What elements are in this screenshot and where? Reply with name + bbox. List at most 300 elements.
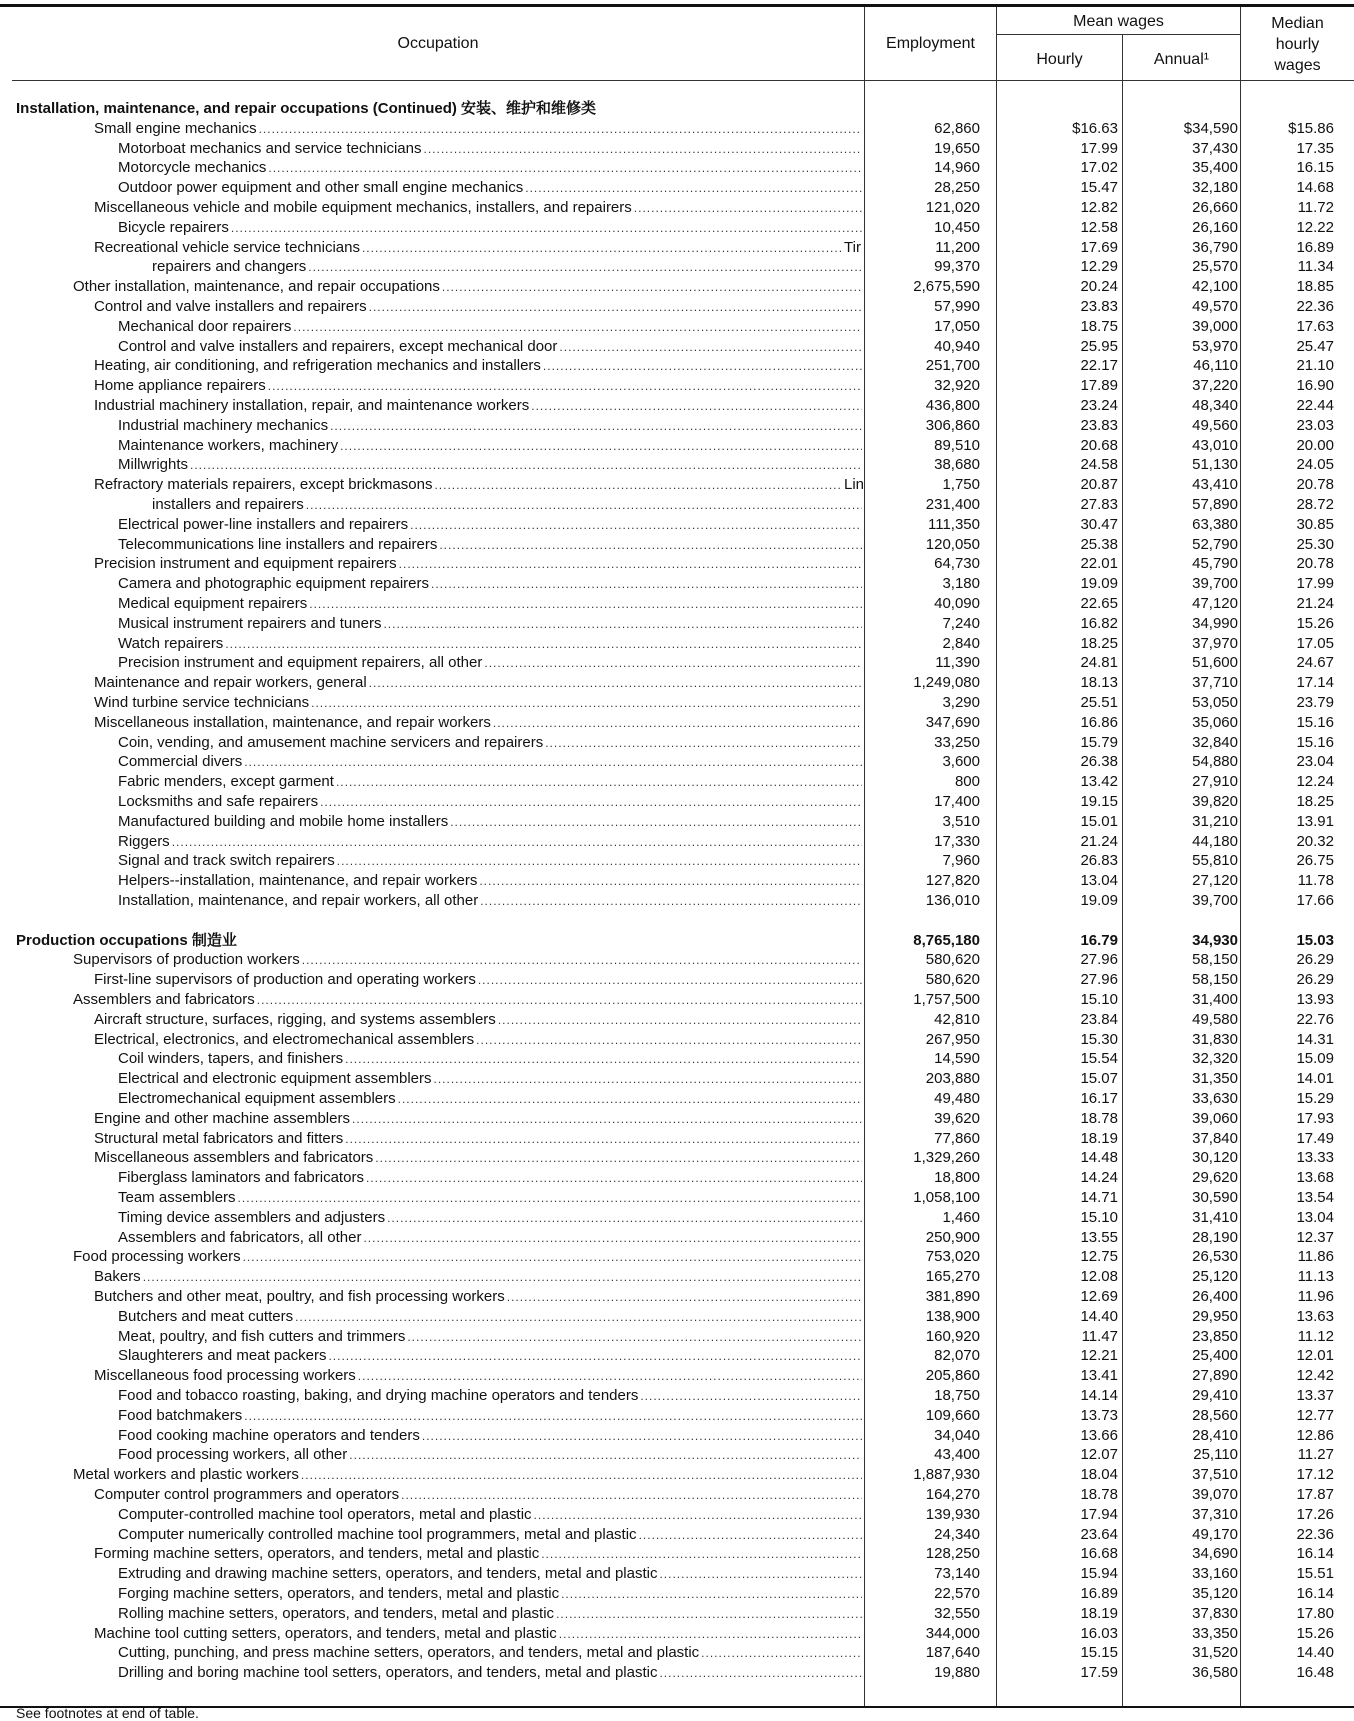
median-cell: 11.34 — [1297, 258, 1334, 276]
occupation-name: Mechanical door repairers — [118, 317, 292, 335]
annual-cell: 30,120 — [1192, 1149, 1238, 1167]
table-row — [0, 970, 1354, 990]
occupation-name: Structural metal fabricators and fitters — [94, 1129, 344, 1147]
median-cell: 17.80 — [1296, 1604, 1334, 1622]
occupation-cell — [94, 1030, 862, 1050]
annual-cell: 58,150 — [1192, 951, 1238, 969]
annual-cell: 33,350 — [1192, 1624, 1238, 1642]
dot-leader — [556, 1605, 862, 1624]
occupation-name: Fabric menders, except garment — [118, 773, 334, 791]
dot-leader — [328, 1347, 862, 1366]
median-cell: 11.13 — [1297, 1268, 1334, 1286]
median-cell: 12.37 — [1296, 1228, 1334, 1246]
employment-cell: 17,400 — [934, 793, 980, 810]
median-cell: 17.14 — [1296, 674, 1334, 692]
employment-cell: 3,600 — [942, 753, 980, 771]
employment-cell: 1,329,260 — [913, 1149, 980, 1167]
occupation-cell — [118, 158, 862, 178]
table-row — [0, 1109, 1354, 1129]
annual-cell: 26,400 — [1192, 1288, 1238, 1305]
median-cell: 26.29 — [1296, 951, 1334, 969]
dot-leader — [561, 1585, 862, 1604]
occupation-cell — [94, 1010, 862, 1030]
hourly-cell: 12.58 — [1080, 218, 1118, 236]
hourly-cell: 12.21 — [1080, 1347, 1118, 1365]
hourly-cell: 18.19 — [1080, 1129, 1118, 1147]
median-cell: 15.16 — [1296, 713, 1334, 731]
employment-cell: 18,750 — [934, 1387, 980, 1404]
hourly-cell: 20.87 — [1080, 476, 1118, 494]
occupation-name: Helpers--installation, maintenance, and repair workers — [118, 872, 478, 890]
header-median — [1241, 13, 1354, 76]
hourly-cell: 16.89 — [1080, 1585, 1118, 1602]
occupation-cell — [94, 376, 862, 396]
table-row — [0, 1247, 1354, 1267]
occupation-name: Other installation, maintenance, and repair occupations — [73, 278, 440, 296]
occupation-name: Riggers — [118, 832, 170, 850]
occupation-name: Control and valve installers and repairers — [94, 298, 367, 315]
employment-cell: 49,480 — [934, 1090, 980, 1107]
annual-cell: 31,210 — [1192, 812, 1238, 830]
table-row — [0, 1129, 1354, 1149]
annual-cell: 31,400 — [1192, 991, 1238, 1008]
median-cell: 22.36 — [1296, 298, 1334, 315]
employment-cell: 160,920 — [925, 1327, 980, 1345]
employment-cell: 73,140 — [934, 1565, 980, 1583]
occupation-cell — [94, 1267, 862, 1287]
annual-cell: 37,510 — [1192, 1466, 1238, 1484]
employment-cell: 138,900 — [925, 1307, 980, 1325]
section-row — [0, 931, 1354, 951]
median-cell: 20.78 — [1296, 476, 1334, 494]
median-cell: 15.51 — [1296, 1565, 1334, 1583]
occupation-name: Electromechanical equipment assemblers — [118, 1090, 396, 1107]
employment-cell: 1,757,500 — [913, 991, 980, 1008]
median-cell: 11.12 — [1297, 1327, 1334, 1345]
occupation-name: Cutting, punching, and press machine setters, operators, and tenders, metal and plastic — [118, 1644, 700, 1662]
employment-cell: 11,390 — [935, 654, 980, 672]
employment-cell: 43,400 — [934, 1446, 980, 1464]
dot-leader — [640, 1387, 862, 1406]
hourly-cell: 20.24 — [1080, 278, 1118, 296]
annual-cell: 31,350 — [1192, 1070, 1238, 1088]
table-row — [0, 1366, 1354, 1386]
dot-leader — [362, 239, 842, 258]
median-cell: 13.91 — [1296, 812, 1334, 830]
annual-cell: 39,060 — [1192, 1109, 1238, 1127]
table-row — [0, 198, 1354, 218]
table-row — [0, 317, 1354, 337]
occupation-name: Aircraft structure, surfaces, rigging, and systems assemblers — [94, 1010, 496, 1028]
dot-leader — [143, 1268, 862, 1287]
median-cell: 17.05 — [1296, 634, 1334, 652]
occupation-cell — [94, 1485, 862, 1505]
median-cell: 14.40 — [1296, 1644, 1334, 1662]
median-cell: 11.96 — [1297, 1288, 1334, 1305]
table-row — [0, 832, 1354, 852]
hourly-cell: 15.30 — [1080, 1030, 1118, 1048]
dot-leader — [268, 159, 862, 178]
annual-cell: 43,410 — [1192, 476, 1238, 494]
employment-cell: 109,660 — [925, 1406, 980, 1424]
employment-cell: 136,010 — [925, 892, 980, 909]
employment-cell: 7,960 — [942, 852, 980, 870]
median-cell: 23.79 — [1296, 694, 1334, 711]
occupation-name: Assemblers and fabricators — [73, 991, 255, 1008]
occupation-cell — [118, 634, 862, 654]
table-row — [0, 752, 1354, 772]
header-rule — [12, 80, 1354, 81]
hourly-cell: 17.02 — [1080, 159, 1118, 177]
employment-cell: 128,250 — [925, 1545, 980, 1563]
hourly-cell: 17.69 — [1080, 238, 1118, 256]
hourly-cell: 13.66 — [1080, 1426, 1118, 1444]
table-row — [0, 614, 1354, 634]
occupation-name: Extruding and drawing machine setters, operators, and tenders, metal and plastic — [118, 1565, 658, 1583]
annual-cell: 43,010 — [1192, 436, 1238, 454]
dot-leader — [369, 298, 862, 317]
dot-leader — [306, 496, 862, 515]
hourly-cell: 14.71 — [1080, 1189, 1118, 1206]
occupation-name: Miscellaneous vehicle and mobile equipment mechanics, installers, and repairers — [94, 199, 632, 216]
hourly-cell: 12.08 — [1080, 1268, 1118, 1286]
dot-leader — [172, 833, 862, 852]
occupation-cell — [94, 396, 862, 416]
employment-cell: 42,810 — [934, 1010, 980, 1028]
employment-cell: 1,249,080 — [913, 674, 980, 692]
hourly-cell: 18.75 — [1080, 317, 1118, 335]
occupation-cell — [94, 673, 862, 693]
table-row — [0, 1030, 1354, 1050]
annual-cell: 25,400 — [1192, 1347, 1238, 1365]
occupation-name: Recreational vehicle service technicians — [94, 238, 360, 256]
hourly-cell: 24.81 — [1080, 654, 1118, 672]
table-row — [0, 1604, 1354, 1624]
median-cell: 16.48 — [1296, 1664, 1334, 1682]
table-row — [0, 495, 1354, 515]
occupation-cell — [16, 99, 862, 119]
annual-cell: 51,130 — [1192, 456, 1238, 474]
occupation-cell — [118, 1564, 862, 1584]
median-cell: 12.77 — [1296, 1406, 1334, 1424]
occupation-cell — [118, 733, 862, 753]
occupation-name: Rolling machine setters, operators, and tenders, metal and plastic — [118, 1604, 555, 1622]
annual-cell: 30,590 — [1192, 1189, 1238, 1206]
employment-cell: 267,950 — [925, 1030, 980, 1048]
median-cell: 17.87 — [1296, 1486, 1334, 1503]
median-cell: 28.72 — [1296, 496, 1334, 513]
employment-cell: 77,860 — [934, 1129, 980, 1147]
table-row — [0, 1485, 1354, 1505]
median-cell: 21.24 — [1296, 595, 1334, 612]
annual-cell: 53,970 — [1192, 337, 1238, 355]
occupation-cell — [118, 1089, 862, 1109]
occupation-cell — [118, 1505, 862, 1525]
median-cell: 20.78 — [1296, 555, 1334, 573]
occupation-name: Computer control programmers and operators — [94, 1486, 400, 1503]
employment-cell: 1,750 — [942, 476, 980, 494]
annual-cell: 63,380 — [1192, 515, 1238, 533]
employment-cell: 753,020 — [925, 1248, 980, 1266]
occupation-cell — [94, 713, 862, 733]
occupation-name: Butchers and other meat, poultry, and fish processing workers — [94, 1288, 505, 1305]
dot-leader — [431, 575, 862, 594]
annual-cell: 39,820 — [1192, 793, 1238, 810]
annual-cell: 37,970 — [1192, 634, 1238, 652]
occupation-cell — [94, 297, 862, 317]
footnote: See footnotes at end of table. — [16, 1705, 199, 1721]
dot-leader — [534, 1506, 862, 1525]
occupation-name: Drilling and boring machine tool setters, operators, and tenders, metal and plastic — [118, 1664, 658, 1682]
hourly-cell: 18.25 — [1080, 634, 1118, 652]
median-cell: 14.01 — [1296, 1070, 1334, 1088]
dot-leader — [243, 1248, 862, 1267]
occupation-name: Millwrights — [118, 456, 189, 474]
median-cell: 14.31 — [1296, 1030, 1334, 1048]
employment-cell: 347,690 — [925, 713, 980, 731]
median-cell: 11.72 — [1297, 199, 1334, 216]
dot-leader — [225, 635, 862, 654]
dot-leader — [639, 1526, 862, 1545]
median-cell: 11.78 — [1297, 872, 1334, 890]
occupation-name: Industrial machinery installation, repair, and maintenance workers — [94, 397, 530, 414]
occupation-cell — [118, 515, 862, 535]
dot-leader — [244, 753, 862, 772]
occupation-cell — [118, 1584, 862, 1604]
dot-leader — [478, 971, 862, 990]
dot-leader — [387, 1209, 862, 1228]
hourly-cell: 22.01 — [1080, 555, 1118, 573]
annual-cell: 39,700 — [1192, 892, 1238, 909]
annual-cell: 29,620 — [1192, 1169, 1238, 1187]
occupation-cell — [94, 198, 862, 218]
occupation-cell — [152, 495, 862, 515]
annual-cell: 34,990 — [1192, 614, 1238, 632]
employment-cell: 306,860 — [925, 416, 980, 434]
annual-cell: 37,310 — [1192, 1505, 1238, 1523]
table-row — [0, 634, 1354, 654]
median-cell: 13.68 — [1296, 1169, 1334, 1187]
median-cell: 16.15 — [1296, 159, 1334, 177]
table-row — [0, 218, 1354, 238]
occupation-name: Medical equipment repairers — [118, 595, 308, 612]
dot-leader — [439, 536, 862, 555]
hourly-cell: $16.63 — [1072, 119, 1118, 137]
dot-leader — [545, 734, 862, 753]
overflow-fragment: Lin — [844, 476, 864, 494]
hourly-cell: 23.24 — [1080, 397, 1118, 414]
hourly-cell: 15.07 — [1080, 1070, 1118, 1088]
header-occupation: Occupation — [397, 35, 479, 52]
annual-cell: 47,120 — [1192, 595, 1238, 612]
annual-cell: 36,790 — [1192, 238, 1238, 256]
table-row — [0, 1426, 1354, 1446]
dot-leader — [442, 278, 862, 297]
employment-cell: 62,860 — [934, 119, 980, 137]
median-cell: 30.85 — [1296, 515, 1334, 533]
occupation-name: Forging machine setters, operators, and tenders, metal and plastic — [118, 1585, 560, 1602]
table-row — [0, 772, 1354, 792]
median-cell: 20.32 — [1296, 832, 1334, 850]
occupation-name: Miscellaneous food processing workers — [94, 1367, 356, 1385]
median-cell: 13.04 — [1296, 1208, 1334, 1226]
occupation-name: Bakers — [94, 1268, 141, 1286]
table-row — [0, 416, 1354, 436]
dot-leader — [336, 773, 862, 792]
table-row — [0, 119, 1354, 139]
table-row — [0, 1624, 1354, 1644]
occupation-cell — [118, 1188, 862, 1208]
table-row — [0, 673, 1354, 693]
employment-cell: 1,058,100 — [913, 1189, 980, 1206]
employment-cell: 64,730 — [934, 555, 980, 573]
occupation-name: Miscellaneous assemblers and fabricators — [94, 1149, 374, 1167]
employment-cell: 344,000 — [925, 1624, 980, 1642]
occupation-cell — [118, 455, 862, 475]
employment-cell: 10,450 — [934, 218, 980, 236]
annual-cell: 39,700 — [1192, 575, 1238, 593]
table-row — [0, 515, 1354, 535]
dot-leader — [493, 714, 862, 733]
hourly-cell: 14.24 — [1080, 1169, 1118, 1187]
annual-cell: 39,000 — [1192, 317, 1238, 335]
employment-cell: 22,570 — [934, 1585, 980, 1602]
median-cell: 13.63 — [1296, 1307, 1334, 1325]
table-row — [0, 1168, 1354, 1188]
occupation-name: Coil winders, tapers, and finishers — [118, 1050, 344, 1068]
dot-leader — [257, 991, 862, 1010]
employment-cell: 139,930 — [925, 1505, 980, 1523]
median-cell: 11.27 — [1297, 1446, 1334, 1464]
dot-leader — [433, 1070, 862, 1089]
table-row — [0, 277, 1354, 297]
employment-cell: 14,960 — [934, 159, 980, 177]
occupation-name: Assemblers and fabricators, all other — [118, 1228, 362, 1246]
median-cell: 15.29 — [1296, 1090, 1334, 1107]
hourly-cell: 15.54 — [1080, 1050, 1118, 1068]
median-cell: 26.29 — [1296, 971, 1334, 989]
hourly-cell: 18.78 — [1080, 1486, 1118, 1503]
hourly-cell: 14.14 — [1080, 1387, 1118, 1404]
occupation-cell — [73, 950, 862, 970]
table-row — [0, 1327, 1354, 1347]
hourly-cell: 17.89 — [1080, 377, 1118, 395]
hourly-cell: 12.75 — [1080, 1248, 1118, 1266]
median-cell: 17.12 — [1296, 1466, 1334, 1484]
employment-cell: 57,990 — [934, 298, 980, 315]
dot-leader — [476, 1031, 862, 1050]
annual-cell: 34,690 — [1192, 1545, 1238, 1563]
annual-cell: 57,890 — [1192, 496, 1238, 513]
median-cell: 22.36 — [1296, 1525, 1334, 1543]
median-cell: 23.04 — [1296, 753, 1334, 771]
table-row — [0, 238, 1354, 258]
dot-leader — [559, 1625, 862, 1644]
median-cell: 12.22 — [1296, 218, 1334, 236]
table-row — [0, 1544, 1354, 1564]
table-row — [0, 653, 1354, 673]
hourly-cell: 14.40 — [1080, 1307, 1118, 1325]
employment-cell: 34,040 — [934, 1426, 980, 1444]
occupation-cell — [118, 832, 862, 852]
table-row — [0, 1643, 1354, 1663]
dot-leader — [345, 1130, 862, 1149]
hourly-cell: 15.94 — [1080, 1565, 1118, 1583]
median-cell: 17.63 — [1296, 317, 1334, 335]
annual-cell: 32,840 — [1192, 733, 1238, 751]
annual-cell: 42,100 — [1192, 278, 1238, 296]
dot-leader — [634, 199, 862, 218]
annual-cell: 52,790 — [1192, 535, 1238, 553]
employment-cell: 187,640 — [925, 1644, 980, 1662]
median-cell: 16.14 — [1296, 1545, 1334, 1563]
employment-cell: 19,880 — [934, 1664, 980, 1682]
hourly-cell: 15.01 — [1080, 812, 1118, 830]
hourly-cell: 25.95 — [1080, 337, 1118, 355]
occupation-name: Meat, poultry, and fish cutters and trimmers — [118, 1327, 406, 1345]
median-cell: 15.09 — [1296, 1050, 1334, 1068]
employment-cell: 1,887,930 — [913, 1466, 980, 1484]
median-cell: 22.76 — [1296, 1010, 1334, 1028]
occupation-cell — [94, 1624, 862, 1644]
hourly-cell: 23.83 — [1080, 416, 1118, 434]
bottom-rule — [0, 1706, 1354, 1708]
mean-wages-rule — [997, 34, 1240, 35]
dot-leader — [358, 1367, 862, 1386]
annual-cell: 31,520 — [1192, 1644, 1238, 1662]
dot-leader — [366, 1169, 862, 1188]
occupation-name: Supervisors of production workers — [73, 951, 300, 969]
annual-cell: 58,150 — [1192, 971, 1238, 989]
hourly-cell: 26.38 — [1080, 753, 1118, 771]
median-cell: 22.44 — [1296, 397, 1334, 414]
median-cell: 15.26 — [1296, 614, 1334, 632]
occupation-cell — [94, 1109, 862, 1129]
occupation-cell — [118, 614, 862, 634]
median-cell: 13.93 — [1296, 991, 1334, 1008]
median-cell: $15.86 — [1288, 119, 1334, 137]
occupation-name: Industrial machinery mechanics — [118, 416, 329, 434]
table-row — [0, 950, 1354, 970]
dot-leader — [480, 892, 862, 911]
occupation-cell — [118, 1386, 862, 1406]
table-row — [0, 990, 1354, 1010]
hourly-cell: 18.04 — [1080, 1466, 1118, 1484]
dot-leader — [309, 595, 862, 614]
table-row — [0, 337, 1354, 357]
overflow-fragment: Tir — [844, 238, 861, 256]
employment-cell: 800 — [954, 773, 980, 791]
annual-cell: 27,910 — [1192, 773, 1238, 791]
dot-leader — [340, 437, 862, 456]
occupation-cell — [94, 1287, 862, 1307]
dot-leader — [484, 654, 862, 673]
dot-leader — [398, 1090, 862, 1109]
table-row — [0, 1346, 1354, 1366]
hourly-cell: 23.84 — [1080, 1010, 1118, 1028]
table-row — [0, 554, 1354, 574]
dot-leader — [659, 1565, 862, 1584]
occupation-name: Food processing workers, all other — [118, 1446, 348, 1464]
employment-cell: 38,680 — [934, 456, 980, 474]
occupation-name: Metal workers and plastic workers — [73, 1466, 299, 1484]
occupation-name: Installation, maintenance, and repair occupations (Continued) 安装、维护和维修类 — [16, 100, 597, 117]
hourly-cell: 26.83 — [1080, 852, 1118, 870]
employment-cell: 205,860 — [925, 1367, 980, 1385]
dot-leader — [525, 179, 862, 198]
hourly-cell: 15.10 — [1080, 1208, 1118, 1226]
hourly-cell: 17.59 — [1080, 1664, 1118, 1682]
